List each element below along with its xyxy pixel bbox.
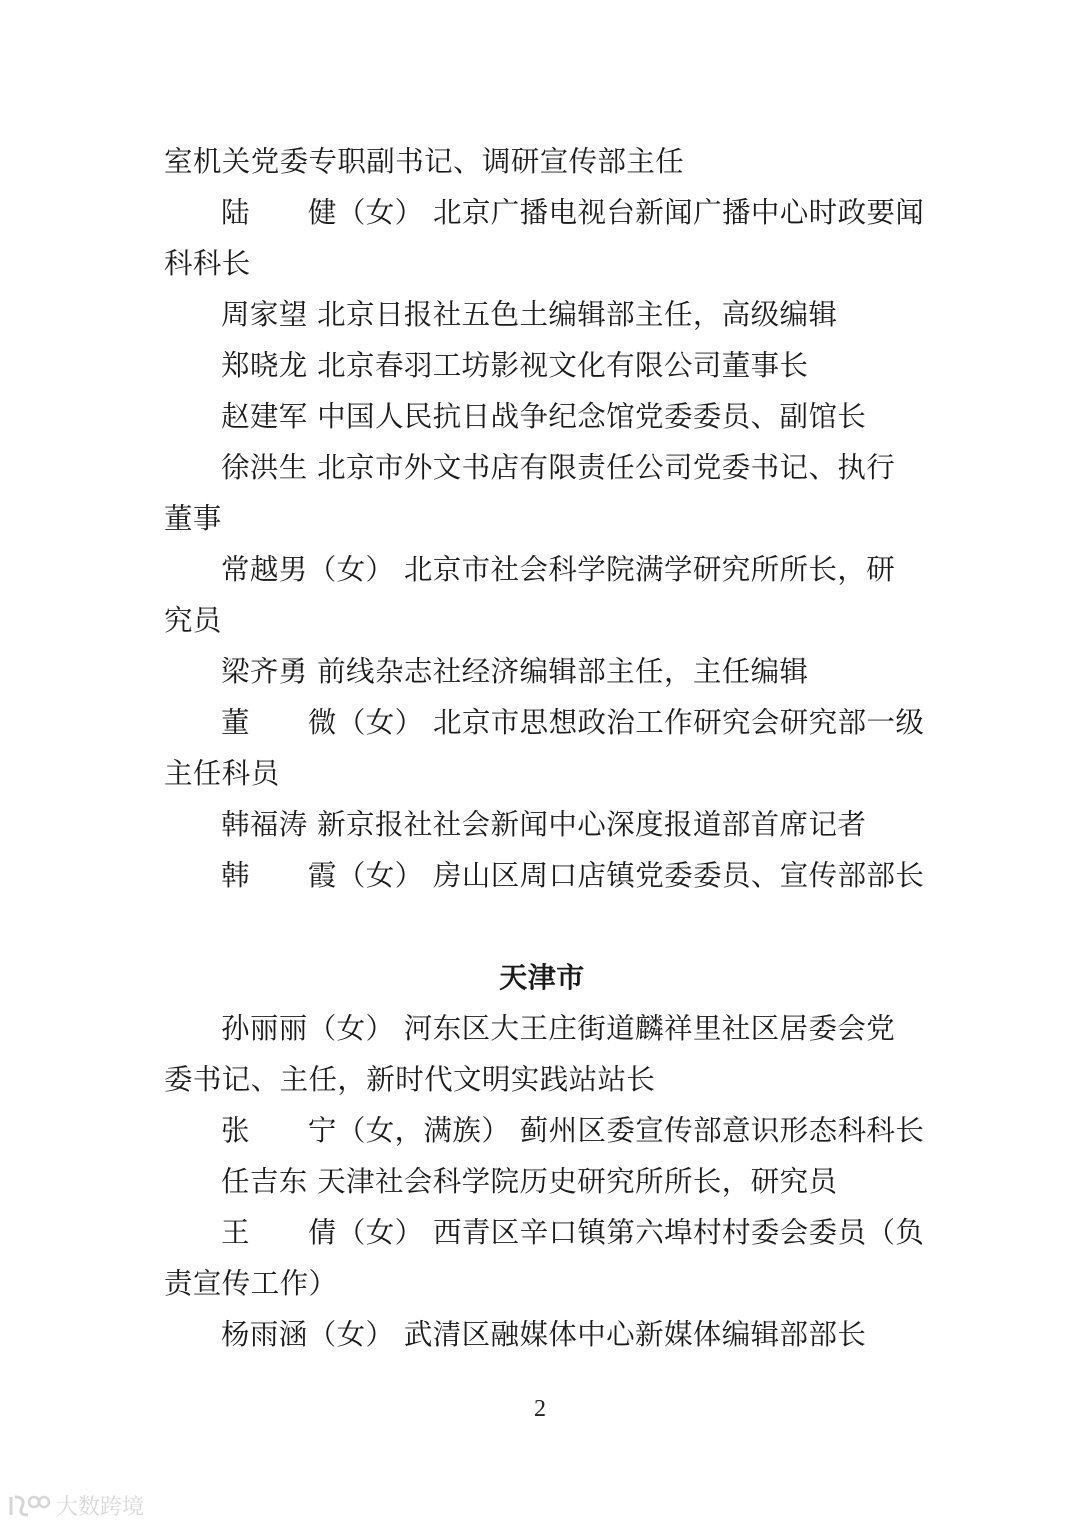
list-item — [164, 697, 925, 748]
list-item — [164, 1105, 925, 1156]
person-name: 倩 — [307, 1216, 337, 1249]
text-line: 责宣传工作） — [164, 1267, 338, 1300]
page-number: 2 — [534, 1396, 546, 1422]
document-page — [164, 136, 925, 1360]
text-line: 科科长 — [164, 247, 251, 280]
list-item — [164, 850, 925, 901]
text-line: 主任科员 — [164, 757, 280, 790]
list-item — [164, 1207, 925, 1258]
text-line: 室机关党委专职副书记、调研宣传部主任 — [164, 145, 685, 178]
list-item: 梁齐勇 前线杂志社经济编辑部主任，主任编辑 — [221, 655, 809, 688]
list-item: 韩福涛 新京报社社会新闻中心深度报道部首席记者 — [221, 808, 867, 841]
person-description: （女） 北京市思想政治工作研究会研究部一级 — [336, 706, 925, 739]
section-spacer — [164, 901, 920, 952]
person-name: 霞 — [307, 859, 337, 892]
section-heading: 天津市 — [499, 961, 585, 994]
person-name: 韩 — [221, 859, 250, 892]
person-description: （女，满族） 蓟州区委宣传部意识形态科科长 — [336, 1114, 925, 1147]
watermark — [8, 1490, 144, 1521]
person-name: 微 — [307, 706, 337, 739]
person-description: （女） 房山区周口店镇党委委员、宣传部部长 — [336, 859, 925, 892]
list-item: 常越男（女） 北京市社会科学院满学研究所所长，研 — [221, 553, 896, 586]
list-item: 郑晓龙 北京春羽工坊影视文化有限公司董事长 — [221, 349, 809, 382]
brand-logo-icon — [8, 1493, 50, 1519]
list-item: 赵建军 中国人民抗日战争纪念馆党委委员、副馆长 — [221, 400, 867, 433]
list-item: 徐洪生 北京市外文书店有限责任公司党委书记、执行 — [221, 451, 896, 484]
list-item: 任吉东 天津社会科学院历史研究所所长，研究员 — [221, 1165, 838, 1198]
list-item: 杨雨涵（女） 武清区融媒体中心新媒体编辑部部长 — [221, 1318, 867, 1351]
person-description: （女） 北京广播电视台新闻广播中心时政要闻 — [336, 196, 925, 229]
watermark-text: 大数跨境 — [56, 1495, 145, 1520]
text-line: 委书记、主任，新时代文明实践站站长 — [164, 1063, 656, 1096]
list-item: 孙丽丽（女） 河东区大王庄街道麟祥里社区居委会党 — [221, 1012, 896, 1045]
person-name: 宁 — [307, 1114, 337, 1147]
person-name: 董 — [221, 706, 250, 739]
list-item: 周家望 北京日报社五色土编辑部主任，高级编辑 — [221, 298, 838, 331]
person-name: 王 — [221, 1216, 250, 1249]
text-line: 董事 — [164, 502, 222, 535]
text-line: 究员 — [164, 604, 222, 637]
list-item — [164, 187, 925, 238]
person-name: 健 — [307, 196, 337, 229]
person-name: 张 — [221, 1114, 250, 1147]
person-description: （女） 西青区辛口镇第六埠村村委会委员（负 — [336, 1216, 925, 1249]
person-name: 陆 — [221, 196, 250, 229]
